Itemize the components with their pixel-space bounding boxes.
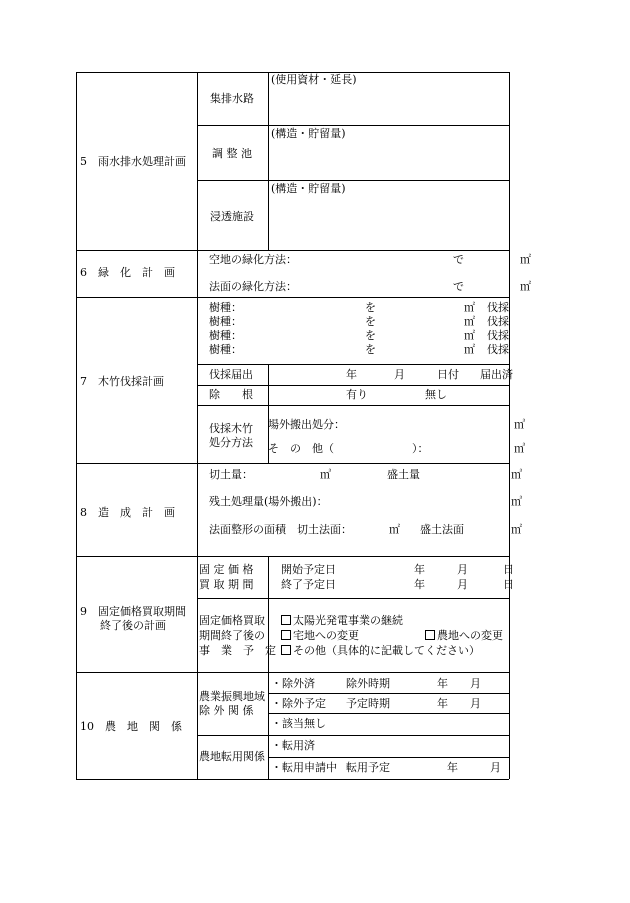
row-line xyxy=(197,405,509,406)
s8-fillslope-label: 盛土法面 xyxy=(420,523,464,536)
s7-root-no: 無し xyxy=(425,388,447,401)
s7-species-label: 樹種： xyxy=(209,301,242,314)
s9-title: 9 固定価格買取期間 xyxy=(80,605,186,618)
s9-opt-continue-label: 太陽光発電事業の継続 xyxy=(293,614,403,627)
s7-other-close: ）： xyxy=(412,442,429,455)
s10-promo-label: 農業振興地域 xyxy=(199,690,265,703)
s7-notice-month: 月 xyxy=(394,368,405,381)
s9-opt-farmland-label: 農地への変更 xyxy=(437,629,503,642)
s7-notice-done: 届出済 xyxy=(480,368,513,381)
s9-end-month: 月 xyxy=(457,578,468,591)
s10-title: 10 農 地 関 係 xyxy=(80,720,182,733)
s7-species-act: 伐採 xyxy=(487,329,509,342)
s10-none: ・該当無し xyxy=(271,717,326,730)
s7-other-unit: ㎥ xyxy=(514,442,525,455)
col-line xyxy=(509,72,510,779)
row-line xyxy=(268,757,509,758)
row-line xyxy=(76,556,509,557)
row-line xyxy=(197,735,509,736)
s10-excluded: ・除外済 xyxy=(271,677,315,690)
checkbox-icon[interactable] xyxy=(281,615,291,625)
s8-fillslope-unit: ㎡ xyxy=(511,523,522,536)
s6-slope-de: で xyxy=(453,280,464,293)
s9-end-year: 年 xyxy=(414,578,425,591)
s9-end-label: 終了予定日 xyxy=(281,578,336,591)
row-line xyxy=(76,463,509,464)
s5-infil-label: 浸透施設 xyxy=(210,210,254,223)
s7-species-unit: ㎡ xyxy=(464,315,475,328)
s7-root-yes: 有り xyxy=(346,388,368,401)
row-line xyxy=(76,297,509,298)
s7-species-act: 伐採 xyxy=(487,343,509,356)
s8-surplus-unit: ㎥ xyxy=(511,495,522,508)
s8-fill-unit: ㎥ xyxy=(511,468,522,481)
checkbox-icon[interactable] xyxy=(425,630,435,640)
s8-cut-unit: ㎥ xyxy=(320,468,331,481)
s7-species-wo: を xyxy=(365,315,376,328)
s10-plan-time: 予定時期 xyxy=(346,697,390,710)
s10-conv-year: 年 xyxy=(447,761,458,774)
s10-plan-excl: ・除外予定 xyxy=(271,697,326,710)
s7-species-wo: を xyxy=(365,329,376,342)
s9-start-year: 年 xyxy=(414,563,425,576)
s8-surplus-label: 残土処理量(場外搬出)： xyxy=(209,495,328,508)
s9-start-day: 日 xyxy=(503,563,514,576)
col-line xyxy=(268,72,269,250)
s8-fill-label: 盛土量 xyxy=(387,468,420,481)
s8-slope-unit: ㎡ xyxy=(389,523,400,536)
row-line xyxy=(197,598,509,599)
s7-other-label: そ の 他（ xyxy=(268,442,334,455)
s7-title: 7 木竹伐採計画 xyxy=(80,375,164,388)
s10-conv-month: 月 xyxy=(490,761,501,774)
s9-opt-continue[interactable] xyxy=(281,614,403,627)
s10-converted: ・転用済 xyxy=(271,739,315,752)
s6-slope-unit: ㎡ xyxy=(520,280,531,293)
row-line xyxy=(76,250,509,251)
s9-opt-other[interactable] xyxy=(281,644,480,657)
s7-species-label: 樹種： xyxy=(209,315,242,328)
col-line xyxy=(268,672,269,779)
col-line xyxy=(197,72,198,779)
s7-disposal-label: 伐採木竹 xyxy=(209,422,253,435)
s5-title: 5 雨水排水処理計画 xyxy=(80,155,186,168)
row-line xyxy=(197,364,509,365)
s7-out-label: 場外搬出処分： xyxy=(268,418,345,431)
s8-slope-label: 法面整形の面積 切土法面： xyxy=(209,523,352,536)
s9-start-month: 月 xyxy=(457,563,468,576)
row-line xyxy=(76,779,509,780)
s7-species-wo: を xyxy=(365,301,376,314)
row-line xyxy=(197,385,509,386)
s6-vacant-unit: ㎡ xyxy=(520,253,531,266)
s7-species-label: 樹種： xyxy=(209,329,242,342)
s10-promo-label: 除 外 関 係 xyxy=(199,704,254,717)
s5-infil-note: (構造・貯留量) xyxy=(271,182,346,195)
s10-conv-label: 農地転用関係 xyxy=(199,750,265,763)
s7-species-unit: ㎡ xyxy=(464,301,475,314)
s10-excluded-time: 除外時期 xyxy=(346,677,390,690)
s10-excluded-month: 月 xyxy=(470,677,481,690)
s7-species-act: 伐採 xyxy=(487,301,509,314)
s9-opt-residential-label: 宅地への変更 xyxy=(293,629,359,642)
s7-species-wo: を xyxy=(365,343,376,356)
s7-species-label: 樹種： xyxy=(209,343,242,356)
s7-species-unit: ㎡ xyxy=(464,329,475,342)
s6-title: 6 緑 化 計 画 xyxy=(80,266,175,279)
s9-start-label: 開始予定日 xyxy=(281,563,336,576)
s9-opt-residential[interactable] xyxy=(281,629,359,642)
s9-plan-label: 事 業 予 定 xyxy=(199,644,276,657)
s8-cut-label: 切土量： xyxy=(209,468,253,481)
s6-slope-label: 法面の緑化方法： xyxy=(209,280,297,293)
s10-excluded-year: 年 xyxy=(437,677,448,690)
row-line xyxy=(268,713,509,714)
s9-opt-other-label: その他（具体的に記載してください） xyxy=(293,644,480,657)
s9-period-label: 買 取 期 間 xyxy=(199,578,254,591)
row-line xyxy=(76,672,509,673)
s5-drain-note: (使用資材・延長) xyxy=(271,73,357,86)
s9-plan-label: 期間終了後の xyxy=(199,629,265,642)
s6-vacant-label: 空地の緑化方法： xyxy=(209,253,297,266)
s6-vacant-de: で xyxy=(453,253,464,266)
s7-notice-day: 日付 xyxy=(437,368,459,381)
s7-species-unit: ㎡ xyxy=(464,343,475,356)
s5-pond-label: 調 整 池 xyxy=(212,147,252,160)
s9-title: 終了後の計画 xyxy=(100,619,166,632)
row-line xyxy=(197,125,509,126)
s10-plan-year: 年 xyxy=(437,697,448,710)
row-line xyxy=(268,693,509,694)
col-line xyxy=(76,72,77,779)
s10-plan-month: 月 xyxy=(470,697,481,710)
s7-out-unit: ㎥ xyxy=(514,418,525,431)
s7-disposal-label: 処分方法 xyxy=(209,436,253,449)
s10-conv-plan: 転用予定 xyxy=(346,761,390,774)
s8-title: 8 造 成 計 画 xyxy=(80,506,175,519)
s5-pond-note: (構造・貯留量) xyxy=(271,127,346,140)
s7-notice-year: 年 xyxy=(346,368,357,381)
s7-root-label: 除 根 xyxy=(209,388,253,401)
s9-opt-farmland[interactable] xyxy=(425,629,503,642)
row-line xyxy=(197,180,509,181)
checkbox-icon[interactable] xyxy=(281,645,291,655)
s9-period-label: 固 定 価 格 xyxy=(199,563,254,576)
s5-drain-label: 集排水路 xyxy=(210,92,254,105)
s9-plan-label: 固定価格買取 xyxy=(199,614,265,627)
s9-end-day: 日 xyxy=(503,578,514,591)
s10-applying: ・転用申請中 xyxy=(271,761,337,774)
s7-species-act: 伐採 xyxy=(487,315,509,328)
checkbox-icon[interactable] xyxy=(281,630,291,640)
s7-notice-label: 伐採届出 xyxy=(209,368,253,381)
